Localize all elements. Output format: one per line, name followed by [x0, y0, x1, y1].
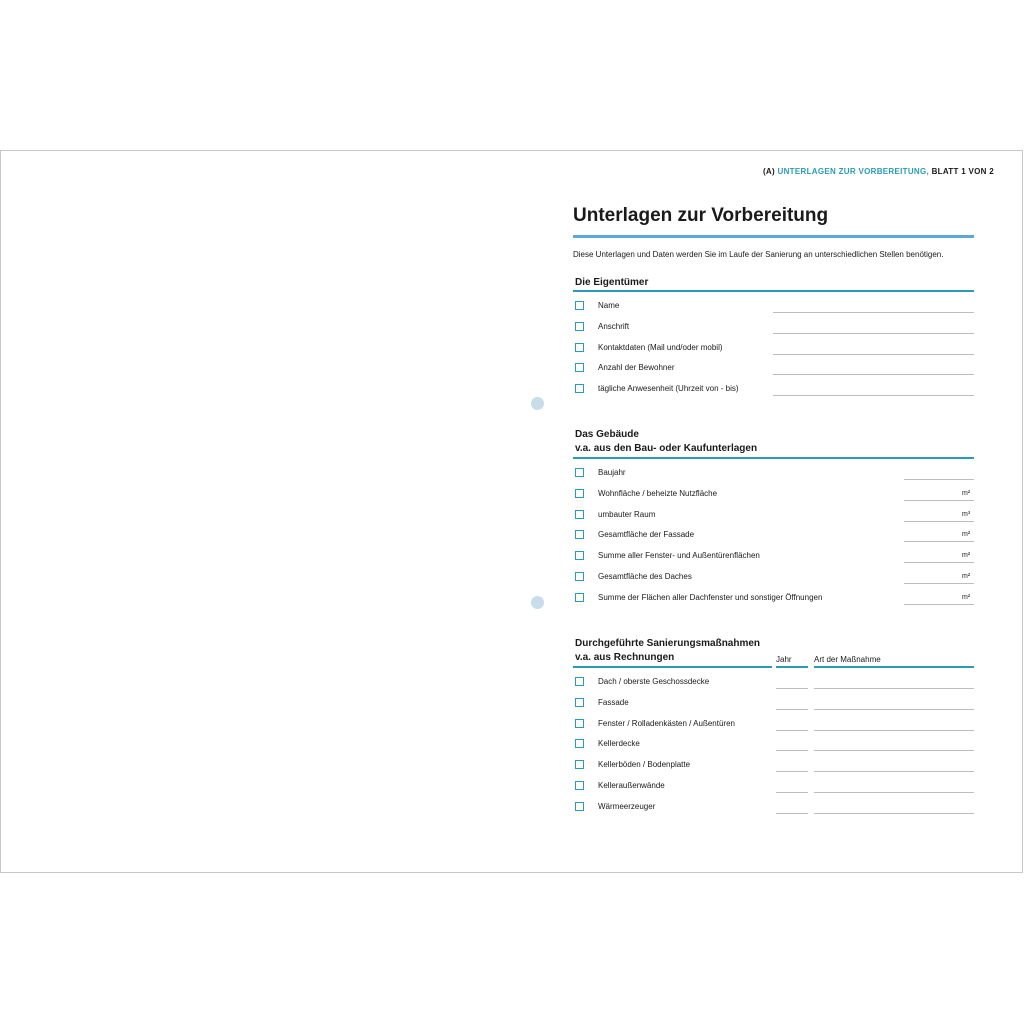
checkbox[interactable] [575, 363, 584, 372]
checkbox[interactable] [575, 572, 584, 581]
entry-line[interactable] [904, 562, 974, 563]
item-label: Kellerdecke [598, 739, 640, 749]
intro-text: Diese Unterlagen und Daten werden Sie im Laufe der Sanierung an unterschiedlichen Stellen benötigen. [573, 250, 944, 259]
checkbox[interactable] [575, 489, 584, 498]
checklist-item [575, 571, 895, 585]
year-line[interactable] [776, 813, 808, 814]
checklist-item [575, 529, 895, 543]
punch-hole-icon [531, 397, 544, 410]
title-rule [573, 235, 974, 238]
sheet-header [763, 167, 994, 176]
section-owners-rule [573, 290, 974, 292]
item-label: Kelleraußenwände [598, 781, 665, 790]
item-label: Fassade [598, 697, 629, 707]
header-sheet: BLATT 1 VON 2 [931, 167, 994, 176]
header-prefix: (A) [762, 167, 775, 176]
item-label: Summe aller Fenster- und Außentürenflächen [598, 551, 760, 561]
section-renovations-title: Durchgeführte Sanierungsmaßnahmen [575, 638, 761, 649]
entry-line[interactable] [773, 312, 974, 313]
checkbox[interactable] [575, 677, 584, 686]
entry-line[interactable] [904, 521, 974, 522]
section-building-subtitle: v.a. aus den Bau- oder Kaufunterlagen [575, 443, 758, 454]
item-label: umbauter Raum [598, 509, 656, 519]
unit-label: m³ [962, 510, 971, 518]
checklist-item [575, 780, 765, 794]
checklist-item [575, 676, 765, 690]
item-label: Fenster / Rolladenkästen / Außentüren [598, 718, 735, 728]
item-label: Kellerböden / Bodenplatte [598, 760, 691, 770]
checklist-item [575, 467, 895, 481]
item-label: Name [598, 301, 620, 310]
checklist-item [575, 300, 755, 314]
section-building-heading [575, 428, 757, 456]
year-line[interactable] [776, 730, 808, 731]
checklist-item [575, 697, 765, 711]
unit-label: m² [962, 552, 971, 560]
checklist-item [575, 801, 765, 815]
measure-line[interactable] [814, 750, 974, 751]
column-measure-rule [814, 666, 974, 668]
checkbox[interactable] [575, 530, 584, 539]
item-label: tägliche Anwesenheit (Uhrzeit von - bis) [598, 384, 739, 394]
section-renovations-subtitle: v.a. aus Rechnungen [575, 652, 675, 663]
checklist-item [575, 488, 895, 502]
checklist-item [575, 759, 765, 773]
page-title: Unterlagen zur Vorbereitung [573, 205, 829, 226]
column-year-header: Jahr [776, 655, 792, 664]
entry-line[interactable] [773, 374, 974, 375]
checkbox[interactable] [575, 760, 584, 769]
checklist-item [575, 362, 755, 376]
year-line[interactable] [776, 792, 808, 793]
checkbox[interactable] [575, 698, 584, 707]
measure-line[interactable] [814, 792, 974, 793]
item-label: Gesamtfläche des Daches [598, 572, 692, 581]
measure-line[interactable] [814, 688, 974, 689]
measure-line[interactable] [814, 771, 974, 772]
year-line[interactable] [776, 750, 808, 751]
item-label: Anschrift [598, 321, 630, 331]
checklist-item [575, 321, 755, 335]
checkbox[interactable] [575, 301, 584, 310]
entry-line[interactable] [904, 500, 974, 501]
measure-line[interactable] [814, 709, 974, 710]
entry-line[interactable] [904, 541, 974, 542]
checkbox[interactable] [575, 719, 584, 728]
item-label: Kontaktdaten (Mail und/oder mobil) [598, 342, 723, 352]
column-year-rule [776, 666, 808, 668]
checklist-item [575, 718, 765, 732]
checkbox[interactable] [575, 343, 584, 352]
section-renovations-rule [573, 666, 772, 668]
checkbox[interactable] [575, 802, 584, 811]
punch-hole-icon [531, 596, 544, 609]
checkbox[interactable] [575, 593, 584, 602]
item-label: Wohnfläche / beheizte Nutzfläche [598, 488, 718, 498]
entry-line[interactable] [904, 583, 974, 584]
entry-line[interactable] [904, 604, 974, 605]
checklist-item [575, 550, 895, 564]
checkbox[interactable] [575, 384, 584, 393]
section-building-title: Das Gebäude [575, 429, 639, 440]
checkbox[interactable] [575, 739, 584, 748]
entry-line[interactable] [773, 333, 974, 334]
item-label: Baujahr [598, 468, 626, 477]
item-label: Gesamtfläche der Fassade [598, 530, 695, 540]
item-label: Summe der Flächen aller Dachfenster und sonstiger Öffnungen [598, 592, 823, 602]
year-line[interactable] [776, 709, 808, 710]
checkbox[interactable] [575, 510, 584, 519]
entry-line[interactable] [904, 479, 974, 480]
checklist-item [575, 738, 765, 752]
column-measure-header: Art der Maßnahme [814, 655, 881, 664]
checklist-item [575, 592, 895, 606]
checklist-item [575, 509, 895, 523]
checkbox[interactable] [575, 322, 584, 331]
entry-line[interactable] [773, 395, 974, 396]
unit-label: m² [962, 573, 971, 580]
header-title: UNTERLAGEN ZUR VORBEREITUNG, [777, 167, 930, 176]
year-line[interactable] [776, 688, 808, 689]
section-building-rule [573, 457, 974, 459]
year-line[interactable] [776, 771, 808, 772]
section-owners-heading: Die Eigentümer [575, 277, 649, 288]
item-label: Dach / oberste Geschossdecke [598, 677, 710, 686]
checkbox[interactable] [575, 781, 584, 790]
measure-line[interactable] [814, 730, 974, 731]
checkbox[interactable] [575, 468, 584, 477]
unit-label: m² [962, 531, 971, 539]
checklist-item [575, 383, 755, 397]
entry-line[interactable] [773, 354, 974, 355]
item-label: Wärmeerzeuger [598, 801, 656, 811]
checklist-item [575, 342, 755, 356]
measure-line[interactable] [814, 813, 974, 814]
section-renovations-heading [575, 637, 760, 665]
item-label: Anzahl der Bewohner [598, 363, 675, 373]
checkbox[interactable] [575, 551, 584, 560]
unit-label: m² [962, 593, 971, 601]
unit-label: m² [962, 489, 971, 497]
